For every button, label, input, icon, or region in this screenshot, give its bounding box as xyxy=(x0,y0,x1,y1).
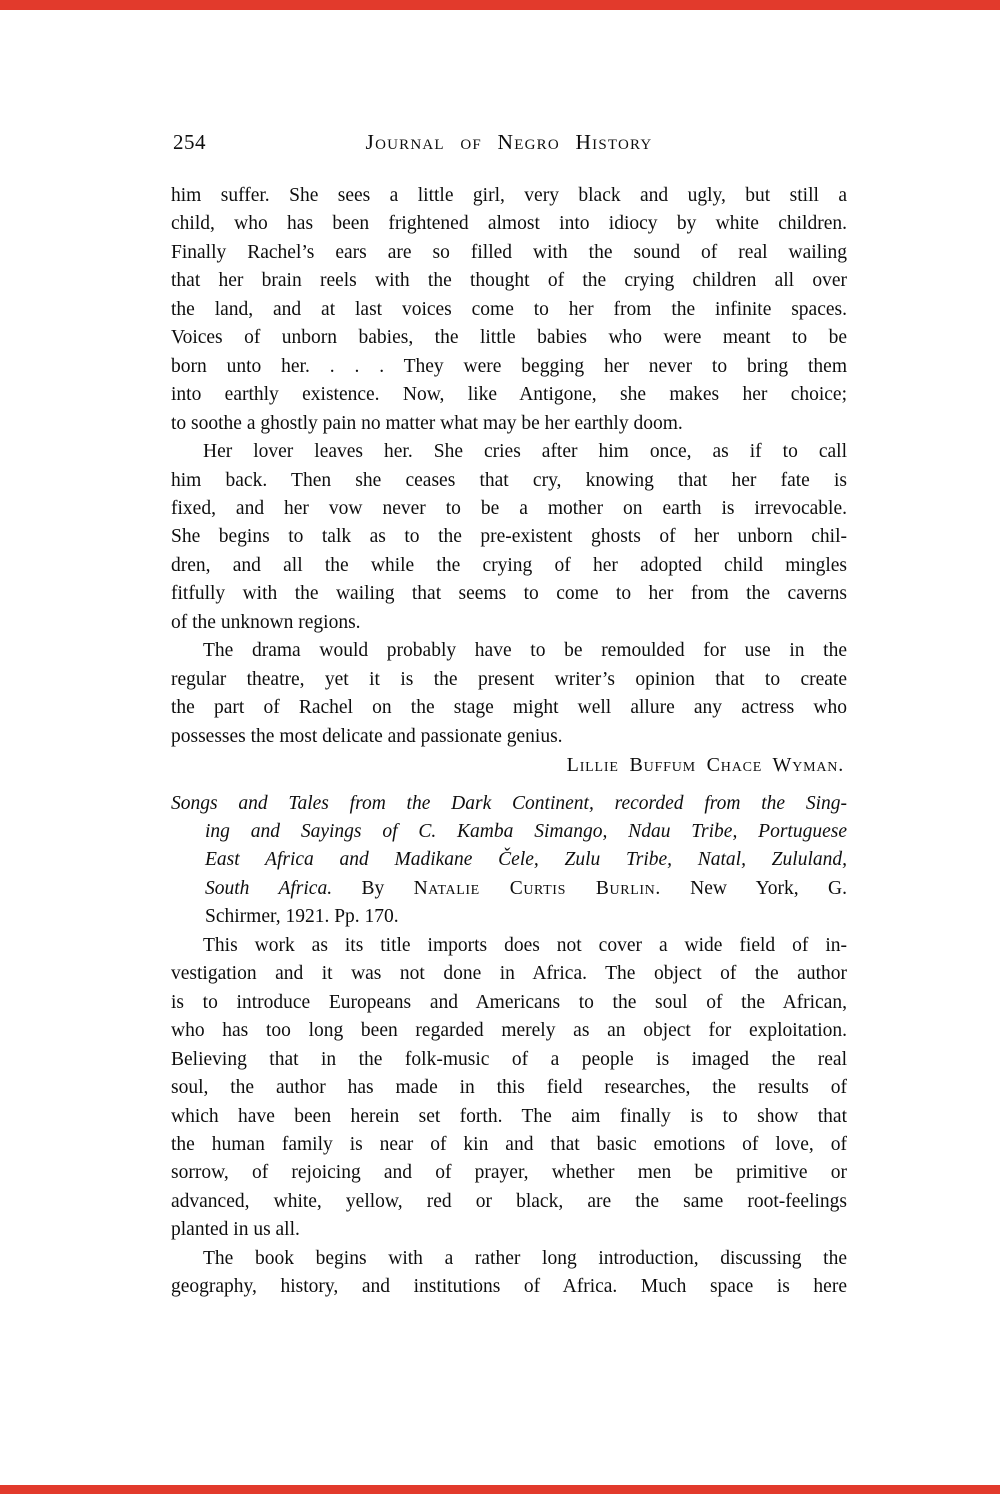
book-citation xyxy=(171,790,847,932)
text-line: dren, and all the while the crying of her adopted child mingles xyxy=(171,554,847,576)
running-title: Journal of Negro History xyxy=(365,130,653,154)
text-line: him suffer. She sees a little girl, very black and ugly, but still a xyxy=(171,185,847,206)
text-line: planted in us all. xyxy=(171,1219,300,1241)
text-line: which have been herein set forth. The aim finally is to show that xyxy=(171,1105,847,1127)
text-line: soul, the author has made in this field researches, the results of xyxy=(171,1077,847,1099)
text-line: the human family is near of kin and that basic emotions of love, of xyxy=(171,1133,847,1155)
text-line: into earthly existence. Now, like Antigone, she makes her choice; xyxy=(171,384,847,406)
reviewer-signature: Lillie Buffum Chace Wyman. xyxy=(566,754,844,777)
text-line: The book begins with a rather long introduction, discussing the xyxy=(203,1247,847,1269)
text-line: The drama would probably have to be remoulded for use in the xyxy=(203,640,847,662)
text-line: Voices of unborn babies, the little babies who were meant to be xyxy=(171,327,847,349)
review-paragraph xyxy=(171,637,847,751)
text-line: is to introduce Europeans and Americans to the soul of the African, xyxy=(171,991,847,1013)
text-line: child, who has been frightened almost into idiocy by white children. xyxy=(171,213,847,235)
text-line: Finally Rachel’s ears are so filled with the sound of real wailing xyxy=(171,241,847,263)
text-line: sorrow, of rejoicing and of prayer, whether men be primitive or xyxy=(171,1162,847,1184)
text-line: She begins to talk as to the pre-existent ghosts of her unborn chil- xyxy=(171,526,847,548)
text-line: advanced, white, yellow, red or black, are the same root-feelings xyxy=(171,1190,847,1212)
text-line: Schirmer, 1921. Pp. 170. xyxy=(205,906,399,928)
text-line: born unto her. . . . They were begging her never to bring them xyxy=(171,355,847,377)
scan-edge-top xyxy=(0,0,1000,10)
page-body xyxy=(171,182,847,1302)
text-line: East Africa and Madikane Čele, Zulu Tribe, Natal, Zululand, xyxy=(205,849,847,871)
text-line: him back. Then she ceases that cry, knowing that her fate is xyxy=(171,469,847,491)
review-paragraph xyxy=(171,1245,847,1302)
text-line: to soothe a ghostly pain no matter what may be her earthly doom. xyxy=(171,412,683,434)
text-line: fitfully with the wailing that seems to come to her from the caverns xyxy=(171,583,847,605)
text-line: ing and Sayings of C. Kamba Simango, Ndau Tribe, Portuguese xyxy=(205,820,847,842)
text-line: Her lover leaves her. She cries after him once, as if to call xyxy=(203,441,847,463)
text-line: This work as its title imports does not cover a wide field of in- xyxy=(203,934,847,956)
scan-edge-bottom xyxy=(0,1485,1000,1494)
text-line: that her brain reels with the thought of the crying children all over xyxy=(171,270,847,292)
text-line: possesses the most delicate and passionate genius. xyxy=(171,725,563,747)
text-line: fixed, and her vow never to be a mother on earth is irrevocable. xyxy=(171,497,847,519)
text-line: of the unknown regions. xyxy=(171,611,361,633)
text-line: who has too long been regarded merely as an object for exploitation. xyxy=(171,1020,847,1042)
text-line: South Africa. By Natalie Curtis Burlin. New York, G. xyxy=(205,877,847,899)
text-line: the land, and at last voices come to her from the infinite spaces. xyxy=(171,298,847,320)
page-header xyxy=(171,130,847,160)
text-line: Songs and Tales from the Dark Continent, recorded from the Sing- xyxy=(171,792,847,814)
text-line: regular theatre, yet it is the present writer’s opinion that to create xyxy=(171,668,847,690)
text-line: vestigation and it was not done in Africa. The object of the author xyxy=(171,963,847,985)
page-number: 254 xyxy=(173,130,206,154)
review-paragraph-continuation xyxy=(171,182,847,438)
text-line: the part of Rachel on the stage might well allure any actress who xyxy=(171,697,847,719)
review-paragraph xyxy=(171,438,847,637)
review-paragraph xyxy=(171,932,847,1245)
text-line: geography, history, and institutions of Africa. Much space is here xyxy=(171,1276,847,1298)
text-line: Believing that in the folk-music of a people is imaged the real xyxy=(171,1048,847,1070)
